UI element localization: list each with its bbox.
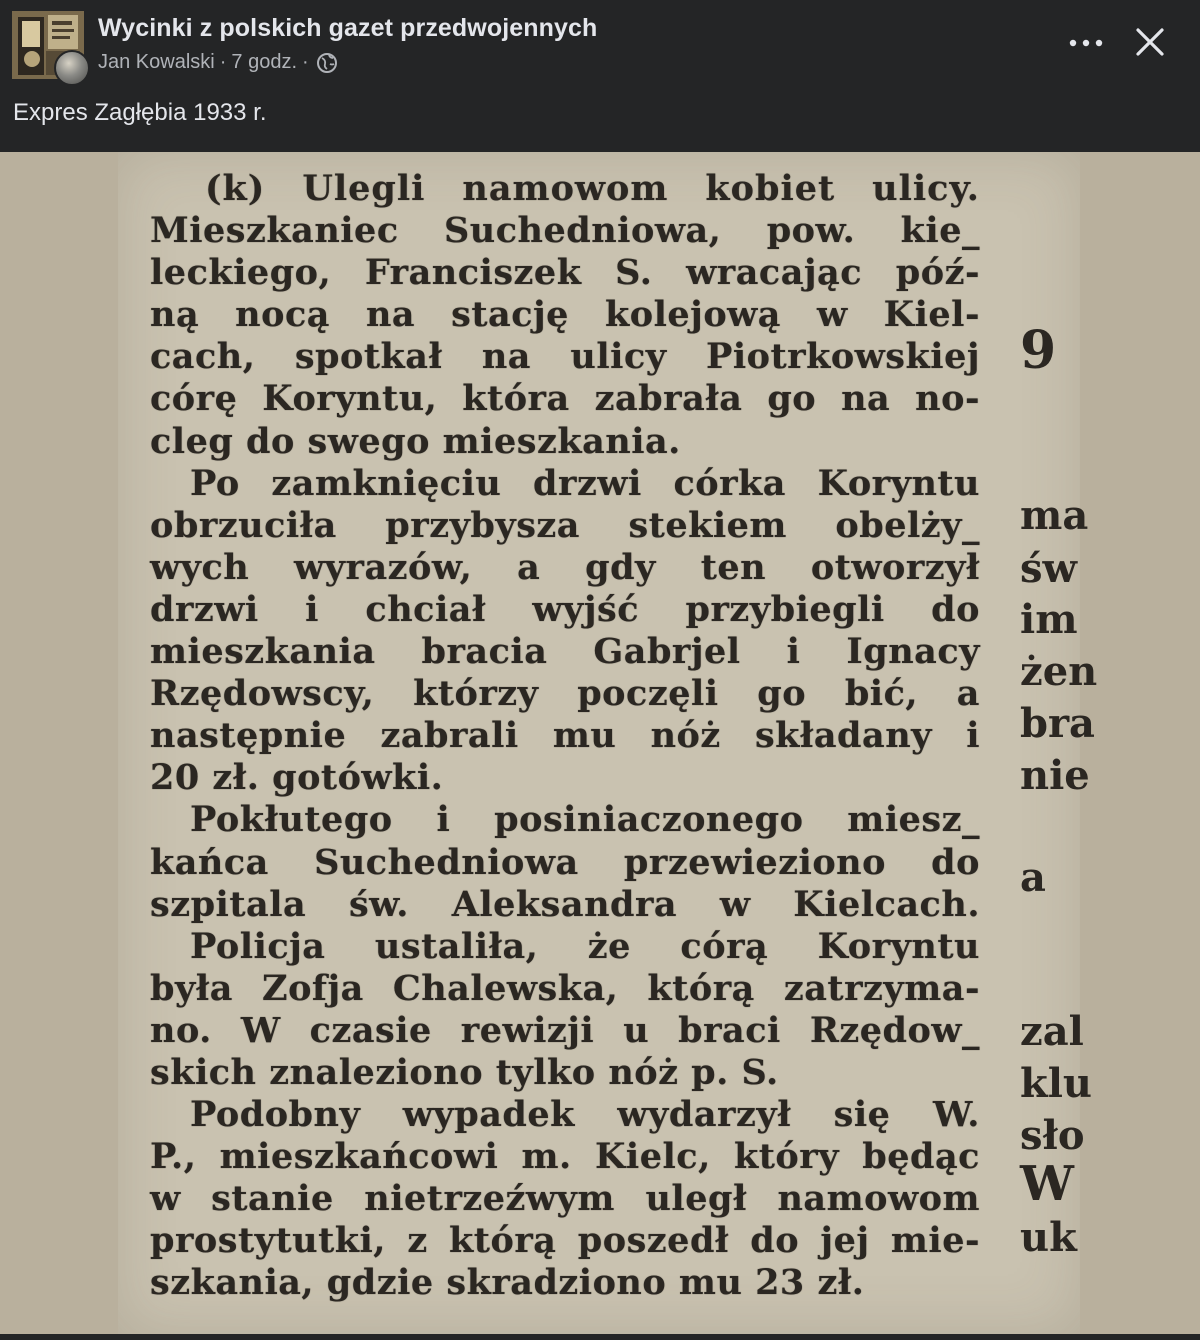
adjacent-column-fragment <box>1018 152 1098 1334</box>
post-viewer-header <box>0 0 1200 152</box>
column-fragment: ma <box>1020 492 1089 539</box>
post-caption: Expres Zagłębia 1933 r. <box>13 99 267 126</box>
author-name[interactable]: Jan Kowalski <box>98 51 215 73</box>
article-line: następnie zabrali mu nóż składany i <box>150 715 980 757</box>
more-options-button[interactable] <box>1062 24 1110 64</box>
column-fragment: sło <box>1020 1112 1085 1159</box>
close-button[interactable] <box>1128 22 1172 66</box>
author-avatar[interactable] <box>54 50 90 86</box>
article-line: P., mieszkańcowi m. Kielc, który będąc <box>150 1136 980 1178</box>
column-fragment: zal <box>1020 1008 1084 1055</box>
article-line: szpitala św. Aleksandra w Kielcach. <box>150 883 980 925</box>
article-line: 20 zł. gotówki. <box>150 757 444 799</box>
article-line: skich znaleziono tylko nóż p. S. <box>150 1051 779 1093</box>
article-line: leckiego, Franciszek S. wracając póź- <box>150 252 980 294</box>
article-line: w stanie nietrzeźwym uległ namowom <box>150 1178 980 1220</box>
group-name[interactable]: Wycinki z polskich gazet przedwojennych <box>98 14 598 42</box>
post-time[interactable]: 7 godz. <box>231 51 297 73</box>
more-dots-icon <box>1068 35 1104 53</box>
column-fragment: żen <box>1020 648 1098 695</box>
column-fragment: uk <box>1020 1214 1077 1261</box>
article-line: prostytutki, z którą poszedł do jej mie- <box>150 1220 980 1262</box>
article-line: Pokłutego i posiniaczonego miesz_ <box>190 799 980 841</box>
article-line: kańca Suchedniowa przewieziono do <box>150 841 980 883</box>
article-line: córę Koryntu, która zabrała go na no- <box>150 378 980 420</box>
article-line: cach, spotkał na ulicy Piotrkowskiej <box>150 336 980 378</box>
article-line: Policja ustaliła, że córą Koryntu <box>190 925 980 967</box>
column-fragment: W <box>1020 1156 1074 1212</box>
article-line: Rzędowscy, którzy poczęli go bić, a <box>150 673 980 715</box>
post-meta <box>98 51 338 74</box>
column-fragment: a <box>1020 854 1046 901</box>
article-line: mieszkania bracia Gabrjel i Ignacy <box>150 631 980 673</box>
column-fragment: nie <box>1020 752 1090 799</box>
column-fragment: św <box>1020 545 1077 592</box>
globe-icon <box>316 52 338 74</box>
article-line: (k) Ulegli namowom kobiet ulicy. <box>205 168 980 209</box>
column-fragment: im <box>1020 596 1078 643</box>
article-line: była Zofja Chalewska, którą zatrzyma- <box>150 967 980 1009</box>
newspaper-article <box>150 168 980 1305</box>
post-photo[interactable] <box>0 152 1200 1334</box>
article-line: cleg do swego mieszkania. <box>150 420 681 462</box>
bottom-edge <box>0 1334 1200 1340</box>
column-fragment: 9 <box>1020 320 1057 381</box>
article-line: drzwi i chciał wyjść przybiegli do <box>150 588 980 630</box>
column-fragment: bra <box>1020 700 1095 747</box>
article-line: Podobny wypadek wydarzył się W. <box>190 1094 980 1136</box>
column-fragment: klu <box>1020 1060 1092 1107</box>
article-line: wych wyrazów, a gdy ten otworzył <box>150 546 980 588</box>
meta-separator: · <box>219 51 227 73</box>
article-line: ną nocą na stację kolejową w Kiel- <box>150 294 980 336</box>
article-line: Mieszkaniec Suchedniowa, pow. kie_ <box>150 210 980 252</box>
article-line: szkania, gdzie skradziono mu 23 zł. <box>150 1262 865 1304</box>
article-line: Po zamknięciu drzwi córka Koryntu <box>190 462 980 504</box>
article-line: no. W czasie rewizji u braci Rzędow_ <box>150 1009 980 1051</box>
close-icon <box>1135 27 1165 62</box>
meta-separator: · <box>302 51 309 73</box>
article-line: obrzuciła przybysza stekiem obelży_ <box>150 504 980 546</box>
